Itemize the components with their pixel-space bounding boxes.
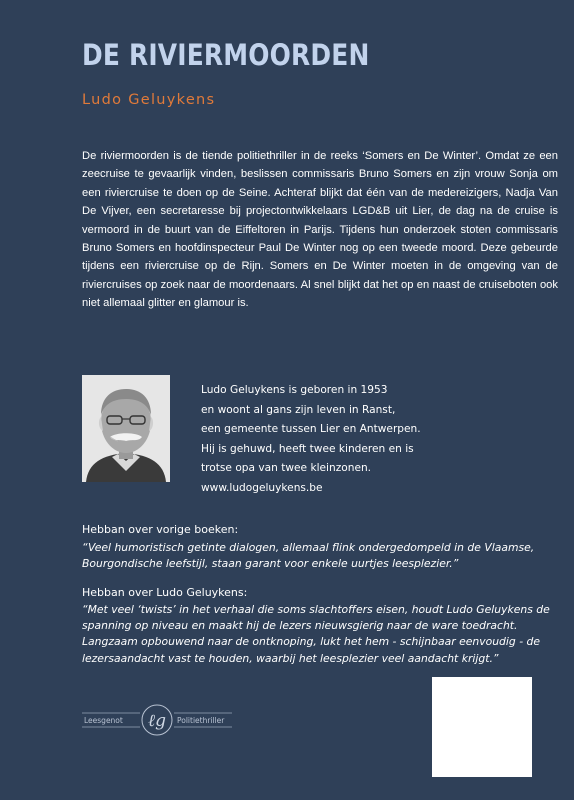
synopsis-text: De riviermoorden is de tiende politiethriller in de reeks ‘Somers en De Winter’. Omdat ze een zeecruise te gevaarlijk vinden, beslissen commissaris Bruno Somers en zijn vrouw Sonja om een riviercruise te doen op de Seine. Achteraf blijkt dat één van de medereizigers, Nadja Van De Vijver, een secretaresse bij projectontwikkelaars LGD&B uit Lier, de dag na de cruise is vermoord in de buurt van de Eiffeltoren in Parijs. Tijdens hun onderzoek stoten commissaris Bruno Somers en hoofdinspecteur Paul De Winter nog op een tweede moord. Deze gebeurde tijdens een riviercruise op de Rijn. Somers en De Winter moeten in de omgeving van de riviercruises op zoek naar de moordenaars. Al snel blijkt dat het op en naast de cruiseboten ook niet allemaal glitter en glamour is. bbox=[82, 150, 558, 310]
logo-left-text: Leesgenot bbox=[84, 716, 123, 725]
review-label-previous-books: Hebban over vorige boeken: bbox=[82, 523, 239, 536]
bio-line: en woont al gans zijn leven in Ranst, bbox=[201, 403, 396, 416]
barcode-area bbox=[432, 677, 532, 777]
bio-line: Hij is gehuwd, heeft twee kinderen en is bbox=[201, 442, 414, 455]
publisher-logo bbox=[82, 702, 232, 738]
author-bio bbox=[201, 381, 501, 499]
author-photo bbox=[82, 375, 170, 482]
review-label-author: Hebban over Ludo Geluykens: bbox=[82, 586, 248, 599]
bio-line: een gemeente tussen Lier en Antwerpen. bbox=[201, 423, 421, 436]
author-name: Ludo Geluykens bbox=[82, 92, 216, 108]
book-title: DE RIVIERMOORDEN bbox=[82, 38, 370, 72]
bio-line: trotse opa van twee kleinzonen. bbox=[201, 462, 372, 475]
logo-monogram: ℓg bbox=[148, 711, 166, 731]
author-website: www.ludogeluykens.be bbox=[201, 481, 323, 494]
review-quote-author: “Met veel ‘twists’ in het verhaal die soms slachtoffers eisen, houdt Ludo Geluykens de spanning op niveau en maakt hij de lezers nieuwsgierig naar de ware toedracht. Langzaam opbouwend naar de ontknoping, lukt het hem - schijnbaar eenvoudig - de lezersaandacht vast te houden, waarbij het leesplezier veel aandacht krijgt.” bbox=[82, 603, 550, 665]
review-quote-previous-books: “Veel humoristisch getinte dialogen, allemaal flink ondergedompeld in de Vlaamse, Bourgondische leefstijl, staan garant voor enkele uurtjes leesplezier.” bbox=[82, 541, 535, 571]
logo-right-text: Politiethriller bbox=[177, 716, 225, 725]
bio-line: Ludo Geluykens is geboren in 1953 bbox=[201, 384, 388, 396]
